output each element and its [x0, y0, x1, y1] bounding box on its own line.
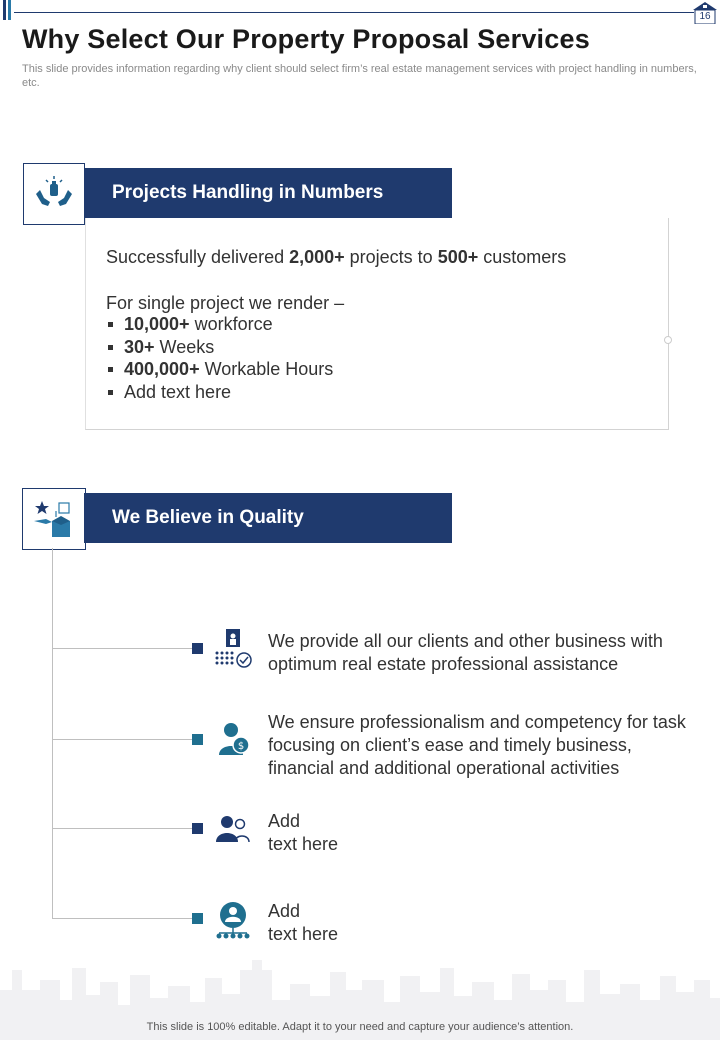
users-icon [215, 814, 251, 844]
bullet-item [106, 381, 506, 404]
person-dollar-icon [216, 721, 252, 757]
delivered-projects: 2,000+ [289, 247, 345, 267]
quality-item-line: focusing on client’s ease and timely business, [268, 735, 632, 755]
quality-item-1 [268, 630, 708, 676]
quality-item-line: text here [268, 924, 339, 944]
bullet-text: Weeks [154, 336, 215, 357]
card-corner-dot [664, 336, 672, 344]
timeline-marker-3 [192, 823, 203, 834]
timeline-branch-1 [52, 648, 192, 649]
bullet-item [106, 358, 506, 381]
footer-note: This slide is 100% editable. Adapt it to your need and capture your audience’s attention. [146, 1021, 574, 1033]
hand-box-star-icon [32, 497, 76, 541]
page-subtitle: This slide provides information regarding why client should select firm’s real estate management services with project handling in numbers, etc. [22, 63, 697, 89]
top-bar-line [14, 12, 694, 13]
projects-heading: Projects Handling in Numbers [84, 168, 452, 218]
network-person-icon [214, 900, 252, 940]
quality-item-4 [268, 900, 568, 946]
timeline-branch-4 [52, 918, 192, 919]
bullet-text: Add text here [124, 381, 232, 402]
page-number: 16 [699, 11, 711, 22]
render-bullets [106, 313, 506, 403]
timeline-marker-2 [192, 734, 203, 745]
timeline-branch-2 [52, 739, 192, 740]
delivered-line [106, 246, 666, 268]
quality-item-line: financial and additional operational activities [268, 758, 620, 778]
bullet-bold: 30+ [124, 336, 155, 357]
timeline-vertical-line [52, 548, 53, 919]
bullet-bold: 400,000+ [124, 359, 200, 379]
quality-item-line: optimum real estate professional assistance [268, 654, 619, 674]
quality-item-line: We provide all our clients and other business with [268, 631, 663, 651]
bullet-item [106, 313, 506, 336]
timeline-marker-4 [192, 913, 203, 924]
top-bar-accent [3, 0, 6, 20]
timeline-branch-3 [52, 828, 192, 829]
delivered-customers: 500+ [437, 247, 479, 267]
delivered-middle: projects to [344, 247, 438, 267]
delivered-prefix: Successfully delivered [106, 247, 290, 267]
bullet-text: Workable Hours [199, 359, 334, 379]
render-intro: For single project we render – [106, 293, 345, 313]
quality-item-line: Add [268, 811, 301, 831]
quality-item-line: text here [268, 834, 339, 854]
bullet-text: workforce [189, 314, 273, 334]
bullet-item [106, 336, 506, 359]
page-title: Why Select Our Property Proposal Services [22, 24, 590, 54]
quality-item-line: Add [268, 901, 301, 921]
projects-icon-box [23, 163, 85, 225]
quality-item-3 [268, 810, 568, 856]
top-bar-accent-2 [8, 0, 11, 20]
quality-item-line: We ensure professionalism and competency for task [268, 712, 686, 732]
timeline-marker-1 [192, 643, 203, 654]
quality-icon-box [22, 488, 86, 550]
delivered-suffix: customers [478, 247, 567, 267]
quality-item-2 [268, 711, 713, 780]
bullet-bold: 10,000+ [124, 314, 190, 334]
badge-checklist-icon [214, 627, 254, 669]
svg-text:$: $ [237, 741, 245, 752]
quality-heading: We Believe in Quality [84, 493, 452, 543]
hands-lantern-icon [32, 172, 76, 216]
